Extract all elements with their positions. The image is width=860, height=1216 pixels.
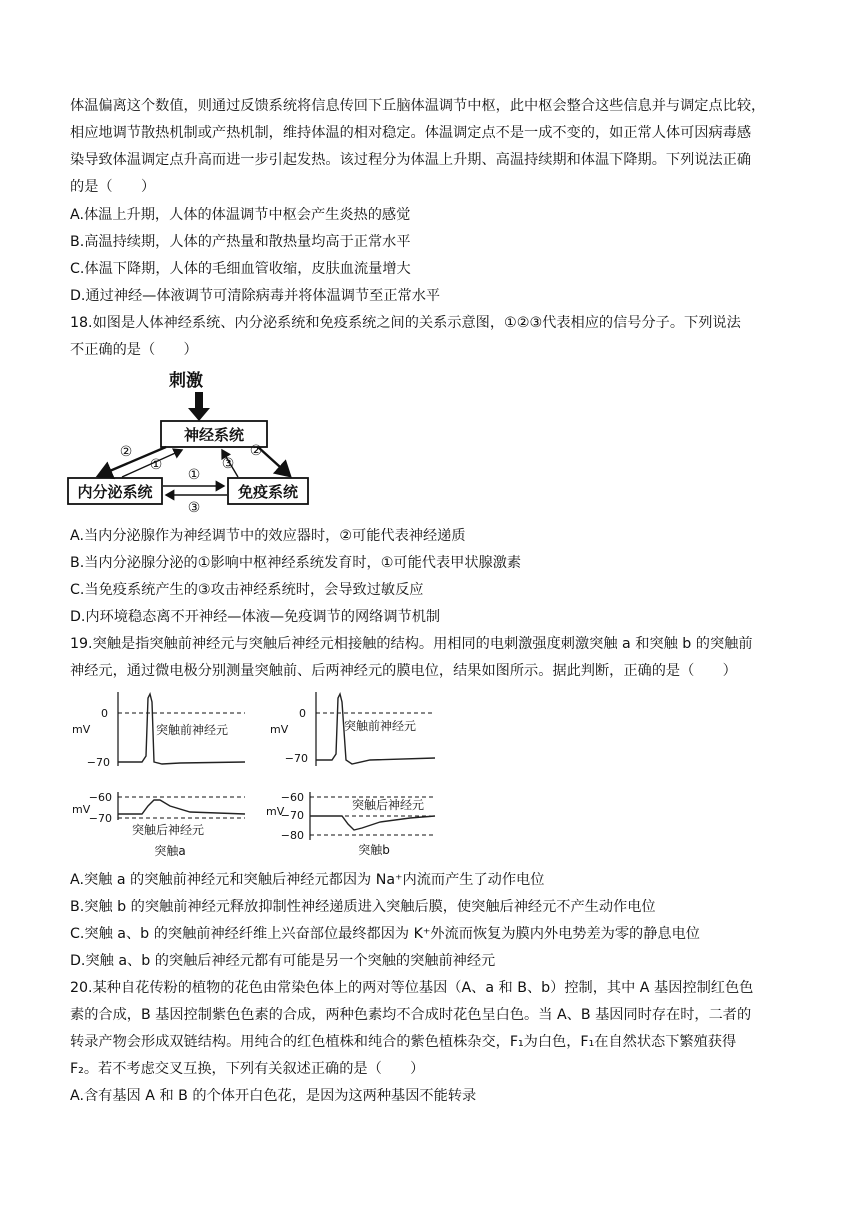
svg-text:−80: −80 xyxy=(280,829,304,842)
q17-stem-line-3: 染导致体温调定点升高而进一步引起发热。该过程分为体温上升期、高温持续期和体温下降期。下列说法正确 xyxy=(70,152,752,168)
q17-option-b: B.高温持续期，人体的产热量和散热量均高于正常水平 xyxy=(70,234,411,250)
panel-b-post xyxy=(266,791,435,857)
q20-stem-line-3: 转录产物会形成双链结构。用纯合的红色植株和纯合的紫色植株杂交，F₁为白色，F₁在自然状态下繁殖获得 xyxy=(70,1034,737,1050)
svg-text:mV: mV xyxy=(72,803,91,816)
q17-stem-line-4: 的是（ ） xyxy=(70,179,156,195)
arrow-nervous-to-immune xyxy=(258,447,290,476)
q19-option-a: A.突触 a 的突触前神经元和突触后神经元都因为 Na⁺内流而产生了动作电位 xyxy=(70,872,545,888)
stimulus-arrow-head xyxy=(188,408,210,421)
panel-a-pre xyxy=(72,692,245,769)
svg-text:mV: mV xyxy=(72,723,91,736)
svg-text:0: 0 xyxy=(101,707,108,720)
q20-stem-line-2: 素的合成，B 基因控制紫色色素的合成，两种色素均不合成时花色呈白色。当 A、B 基因同时存在时，二者的 xyxy=(70,1007,752,1023)
svg-text:−70: −70 xyxy=(284,752,308,765)
q19-figure xyxy=(70,688,450,860)
q19-option-d: D.突触 a、b 的突触后神经元都有可能是另一个突触的突触前神经元 xyxy=(70,953,496,969)
panel-b-pre xyxy=(270,692,435,766)
q18-option-d: D.内环境稳态离不开神经—体液—免疫调节的网络调节机制 xyxy=(70,609,441,625)
q18-option-b: B.当内分泌腺分泌的①影响中枢神经系统发育时，①可能代表甲状腺激素 xyxy=(70,555,522,571)
svg-text:−70: −70 xyxy=(86,756,110,769)
svg-text:−60: −60 xyxy=(280,791,304,804)
q18-diagram xyxy=(62,364,322,516)
svg-text:突触后神经元: 突触后神经元 xyxy=(132,823,205,837)
label-3-bottom: ③ xyxy=(187,500,201,516)
svg-text:−60: −60 xyxy=(88,791,112,804)
q17-option-a: A.体温上升期，人体的体温调节中枢会产生炎热的感觉 xyxy=(70,207,411,223)
svg-text:突触b: 突触b xyxy=(358,843,390,857)
q17-option-d: D.通过神经—体液调节可清除病毒并将体温调节至正常水平 xyxy=(70,288,441,304)
q19-stem-line-1: 19.突触是指突触前神经元与突触后神经元相接触的结构。用相同的电刺激强度刺激突触 a 和突触 b 的突触前 xyxy=(70,636,753,652)
stimulus-label: 刺激 xyxy=(169,371,203,391)
q19-option-c: C.突触 a、b 的突触前神经纤维上兴奋部位最终都因为 K⁺外流而恢复为膜内外电势差为零的静息电位 xyxy=(70,926,700,942)
q20-option-a: A.含有基因 A 和 B 的个体开白色花，是因为这两种基因不能转录 xyxy=(70,1088,477,1104)
label-1-left: ① xyxy=(149,457,163,473)
svg-text:−70: −70 xyxy=(88,812,112,825)
label-2-left: ② xyxy=(119,444,133,460)
q18-option-c: C.当免疫系统产生的③攻击神经系统时，会导致过敏反应 xyxy=(70,582,424,598)
svg-text:mV: mV xyxy=(270,723,289,736)
q17-option-c: C.体温下降期，人体的毛细血管收缩，皮肤血流量增大 xyxy=(70,261,411,277)
q20-stem-line-4: F₂。若不考虑交叉互换，下列有关叙述正确的是（ ） xyxy=(70,1061,425,1077)
stimulus-arrow-shaft xyxy=(195,392,203,410)
label-3-right: ③ xyxy=(221,456,235,472)
q18-stem-line-2: 不正确的是（ ） xyxy=(70,342,198,358)
panel-a-post xyxy=(72,791,245,858)
endocrine-system-label: 内分泌系统 xyxy=(77,483,153,501)
svg-text:突触前神经元: 突触前神经元 xyxy=(344,719,417,733)
q18-stem-line-1: 18.如图是人体神经系统、内分泌系统和免疫系统之间的关系示意图，①②③代表相应的信号分子。下列说法 xyxy=(70,315,741,331)
q18-option-a: A.当内分泌腺作为神经调节中的效应器时，②可能代表神经递质 xyxy=(70,528,466,544)
svg-text:−70: −70 xyxy=(280,809,304,822)
q20-stem-line-1: 20.某种自花传粉的植物的花色由常染色体上的两对等位基因（A、a 和 B、b）控制，其中 A 基因控制红色色 xyxy=(70,980,754,996)
immune-system-label: 免疫系统 xyxy=(237,483,299,501)
svg-text:mV: mV xyxy=(266,805,285,818)
svg-text:突触后神经元: 突触后神经元 xyxy=(352,798,425,812)
q19-stem-line-2: 神经元，通过微电极分别测量突触前、后两神经元的膜电位，结果如图所示。据此判断，正确的是（ ） xyxy=(70,663,737,679)
nervous-system-label: 神经系统 xyxy=(183,426,245,444)
svg-text:突触前神经元: 突触前神经元 xyxy=(156,723,229,737)
svg-text:0: 0 xyxy=(299,707,306,720)
svg-text:突触a: 突触a xyxy=(154,844,186,858)
label-2-right: ② xyxy=(249,443,263,459)
q17-stem-line-1: 体温偏离这个数值，则通过反馈系统将信息传回下丘脑体温调节中枢，此中枢会整合这些信息并与调定点比较， xyxy=(70,98,766,114)
label-1-middle: ① xyxy=(187,467,201,483)
q19-option-b: B.突触 b 的突触前神经元释放抑制性神经递质进入突触后膜，使突触后神经元不产生动作电位 xyxy=(70,899,656,915)
q17-stem-line-2: 相应地调节散热机制或产热机制，维持体温的相对稳定。体温调定点不是一成不变的，如正常人体可因病毒感 xyxy=(70,125,752,141)
